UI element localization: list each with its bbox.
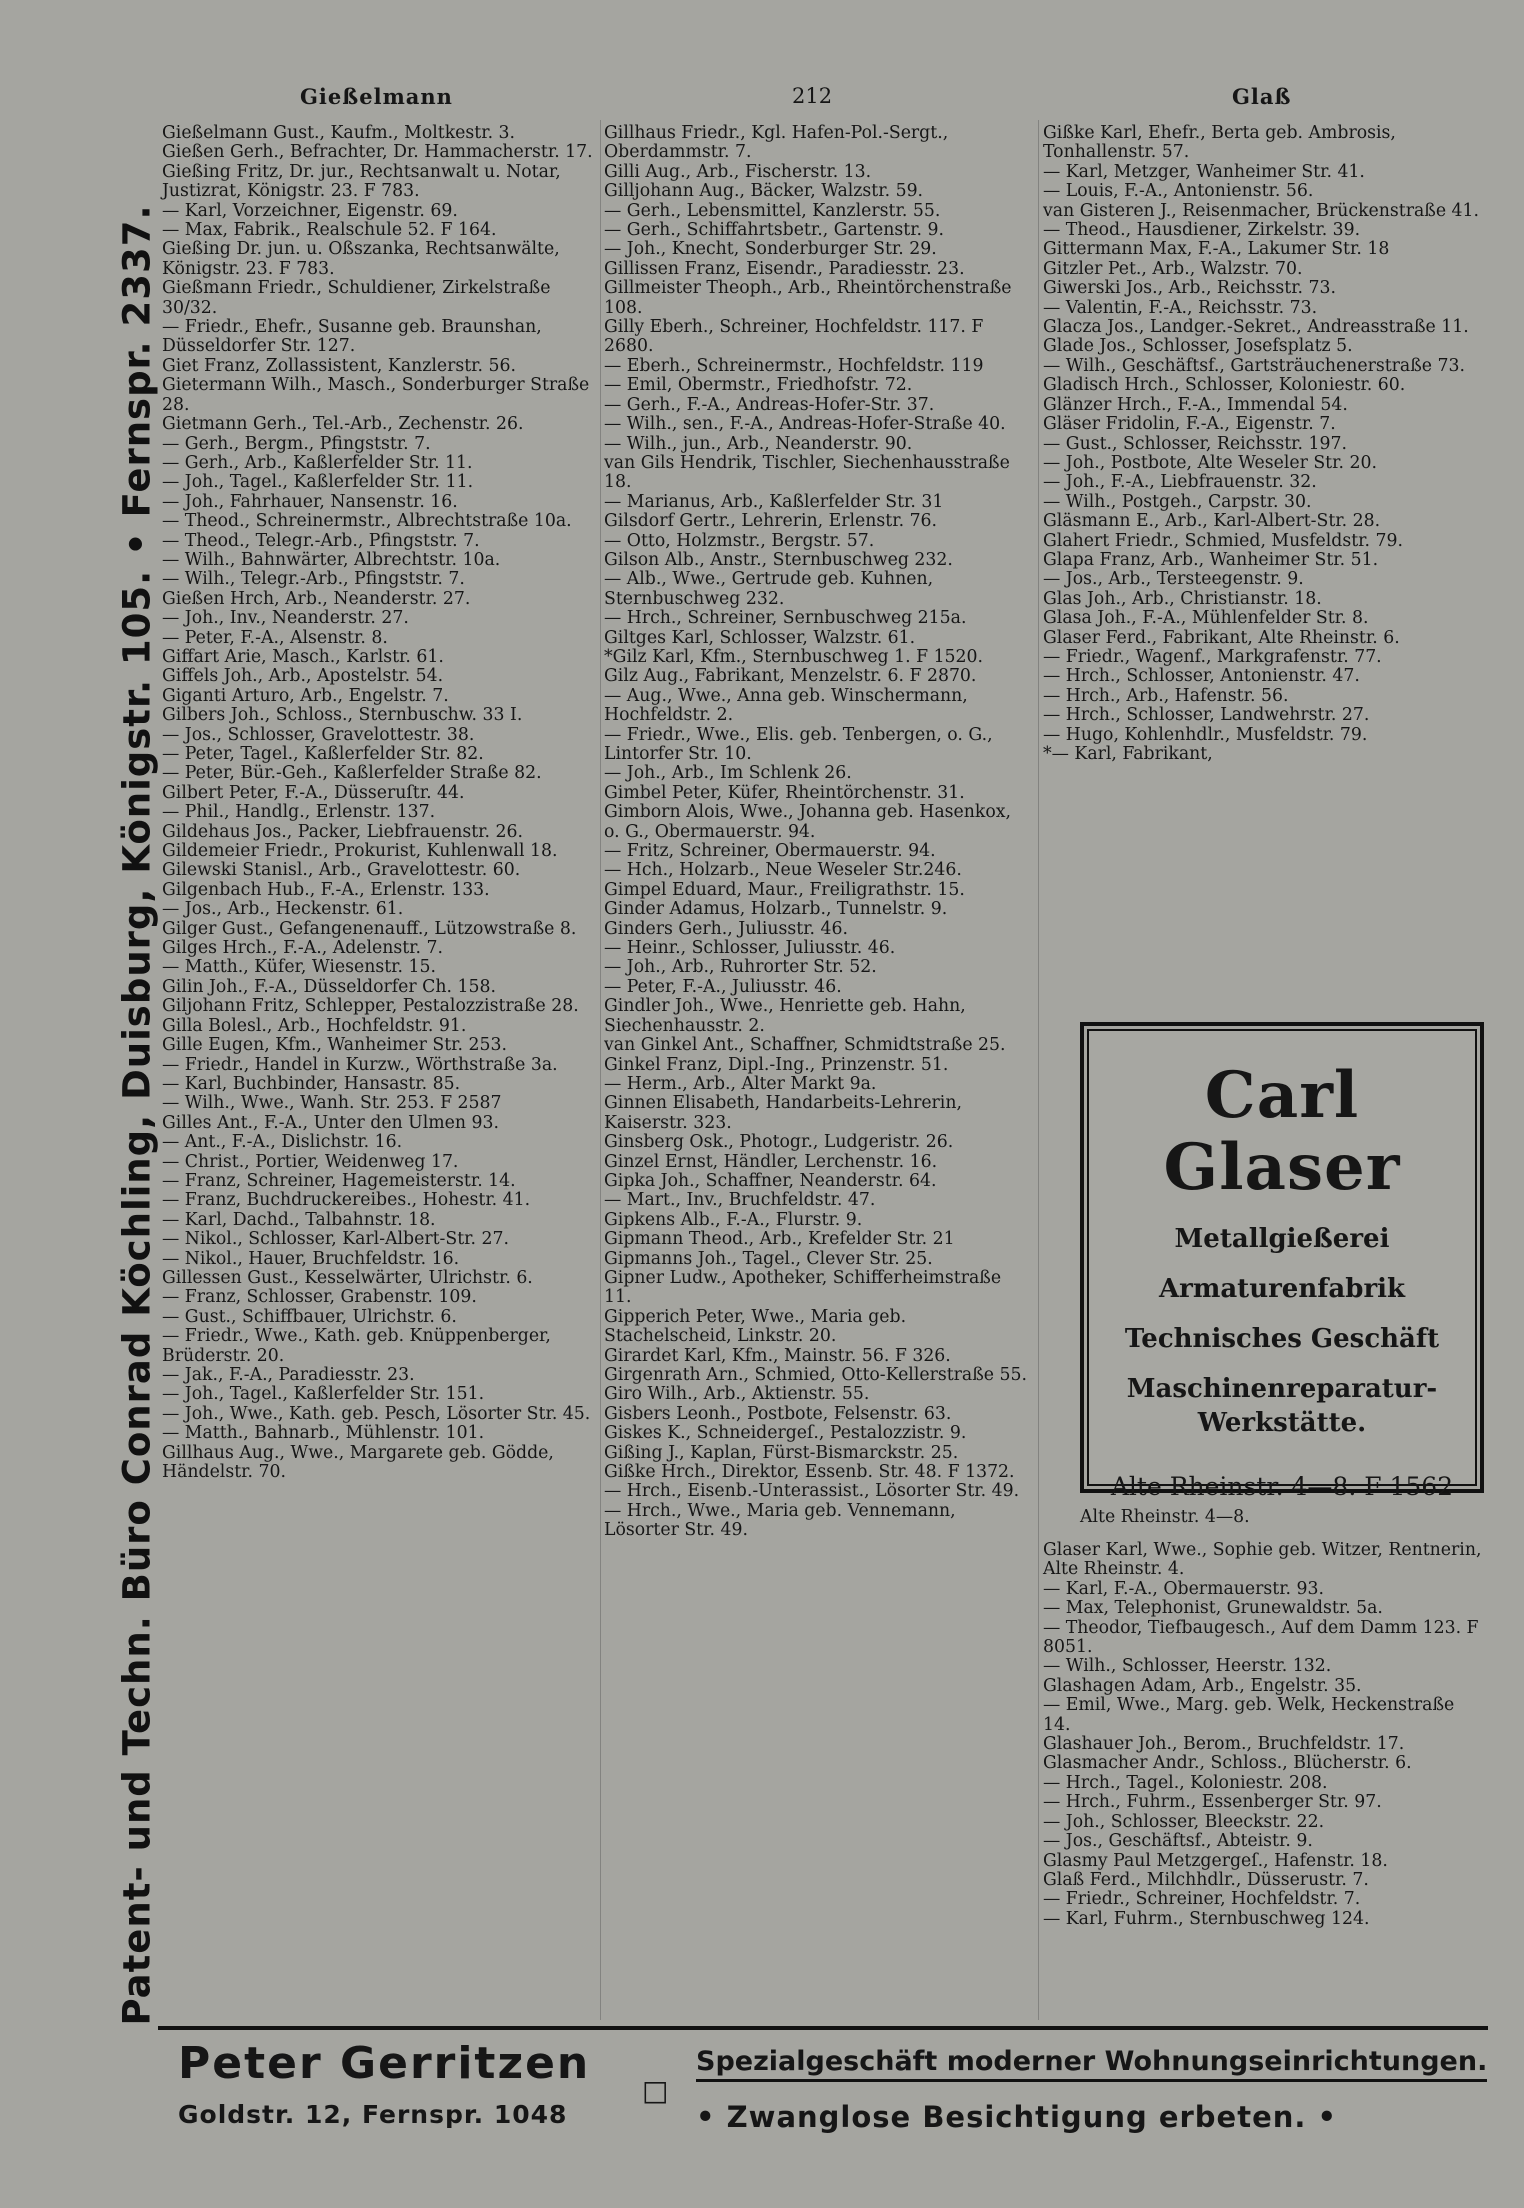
footer-company-name: Peter Gerritzen bbox=[178, 2038, 591, 2089]
directory-entry: — Max, Fabrik., Realschule 52. F 164. bbox=[162, 220, 497, 241]
directory-entry: — Max, Telephonist, Grunewaldstr. 5a. bbox=[1043, 1598, 1383, 1619]
directory-entry: Gildemeier Friedr., Prokurist, Kuhlenwall 18. bbox=[162, 841, 558, 862]
directory-entry: Ginkel Franz, Dipl.-Ing., Prinzenstr. 51. bbox=[604, 1054, 949, 1075]
directory-entry: — Franz, Buchdruckereibes., Hohestr. 41. bbox=[162, 1190, 531, 1211]
directory-entry: Gladisch Hrch., Schlosser, Koloniestr. 60. bbox=[1043, 375, 1406, 396]
directory-entry: Giwerski Jos., Arb., Reichsstr. 73. bbox=[1043, 278, 1337, 299]
ad-title: Carl Glaser bbox=[1163, 1058, 1401, 1205]
directory-entry: Glapa Franz, Arb., Wanheimer Str. 51. bbox=[1043, 549, 1379, 570]
header-right: Glaß bbox=[1232, 84, 1292, 109]
footer-company-address: Goldstr. 12, Fernspr. 1048 bbox=[178, 2100, 568, 2129]
directory-entry: — Jos., Geschäftsf., Abteistr. 9. bbox=[1043, 1831, 1313, 1852]
directory-entry: — Franz, Schlosser, Grabenstr. 109. bbox=[162, 1287, 477, 1308]
directory-entry: Gilges Hrch., F.-A., Adelenstr. 7. bbox=[162, 938, 444, 959]
directory-entry: — Gerh., Schiffahrtsbetr., Gartenstr. 9. bbox=[604, 220, 945, 241]
directory-entry: Gimpel Eduard, Maur., Freiligrathstr. 15. bbox=[604, 879, 965, 900]
directory-entry: Gille Eugen, Kfm., Wanheimer Str. 253. bbox=[162, 1035, 507, 1056]
directory-entry: — Wilh., Schlosser, Heerstr. 132. bbox=[1043, 1656, 1332, 1677]
directory-entry: Gilly Eberh., Schreiner, Hochfeldstr. 117. F 2680. bbox=[604, 317, 984, 357]
directory-entry: — Wilh., Telegr.-Arb., Pfingststr. 7. bbox=[162, 569, 465, 590]
directory-entry: — Heinr., Schlosser, Juliusstr. 46. bbox=[604, 938, 896, 959]
directory-entry: Gilin Joh., F.-A., Düsseldorfer Ch. 158. bbox=[162, 976, 496, 997]
directory-entry: — Joh., Inv., Neanderstr. 27. bbox=[162, 608, 409, 629]
directory-entry: — Gerh., F.-A., Andreas-Hofer-Str. 37. bbox=[604, 394, 935, 415]
directory-entry: — Joh., Arb., Ruhrorter Str. 52. bbox=[604, 957, 877, 978]
directory-entry: Giffels Joh., Arb., Apostelstr. 54. bbox=[162, 666, 444, 687]
directory-entry: Gießing Fritz, Dr. jur., Rechtsanwalt u. Notar, Justizrat, Königstr. 23. F 783. bbox=[162, 161, 561, 202]
column-3 bbox=[1043, 124, 1487, 764]
footer-box-icon: □ bbox=[642, 2074, 669, 2107]
directory-entry: — Jos., Arb., Tersteegenstr. 9. bbox=[1043, 569, 1304, 590]
directory-entry: — Theod., Hausdiener, Zirkelstr. 39. bbox=[1043, 220, 1361, 241]
directory-entry: — Emil, Wwe., Marg. geb. Welk, Heckenstraße 14. bbox=[1043, 1695, 1455, 1735]
directory-entry: — Joh., Fahrhauer, Nansenstr. 16. bbox=[162, 491, 458, 512]
directory-entry: — Aug., Wwe., Anna geb. Winschermann, Hochfeldstr. 2. bbox=[604, 685, 968, 726]
directory-entry: Gißke Hrch., Direktor, Essenb. Str. 48. F 1372. bbox=[604, 1462, 1015, 1483]
directory-entry: — Jos., Arb., Heckenstr. 61. bbox=[162, 899, 404, 920]
directory-entry: — Friedr., Handel in Kurzw., Wörthstraße 3a. bbox=[162, 1054, 558, 1075]
directory-entry: — Karl, F.-A., Obermauerstr. 93. bbox=[1043, 1578, 1325, 1599]
directory-entry: — Theodor, Tiefbaugesch., Auf dem Damm 123. F 8051. bbox=[1043, 1617, 1479, 1658]
directory-entry: — Matth., Bahnarb., Mühlenstr. 101. bbox=[162, 1423, 485, 1444]
directory-entry: Gimbel Peter, Küfer, Rheintörchenstr. 31. bbox=[604, 782, 965, 803]
directory-entry: Glaser Karl, Wwe., Sophie geb. Witzer, Rentnerin, Alte Rheinstr. 4. bbox=[1043, 1540, 1482, 1580]
directory-entry: — Peter, F.-A., Juliusstr. 46. bbox=[604, 976, 842, 997]
directory-entry: Glacza Jos., Landger.-Sekret., Andreasstraße 11. bbox=[1043, 317, 1469, 338]
directory-entry: — Eberh., Schreinermstr., Hochfeldstr. 119 bbox=[604, 355, 984, 376]
directory-entry: Gipmanns Joh., Tagel., Clever Str. 25. bbox=[604, 1248, 933, 1269]
directory-entry: Gilbert Peter, F.-A., Düsseruſtr. 44. bbox=[162, 782, 465, 803]
directory-entry: Glas Joh., Arb., Christianstr. 18. bbox=[1043, 588, 1322, 609]
directory-entry: — Hrch., Schreiner, Sernbuschweg 215a. bbox=[604, 608, 967, 629]
directory-entry: — Wilh., sen., F.-A., Andreas-Hofer-Straße 40. bbox=[604, 414, 1006, 435]
ad-line: Technisches Geschäft bbox=[1124, 1324, 1440, 1354]
directory-entry: — Hrch., Arb., Hafenstr. 56. bbox=[1043, 685, 1289, 706]
ad-address: Alte Rheinstr. 4—8. F 1562 bbox=[1110, 1472, 1454, 1501]
directory-entry: — Wilh., Bahnwärter, Albrechtstr. 10a. bbox=[162, 549, 501, 570]
directory-entry: Gitzler Pet., Arb., Walzstr. 70. bbox=[1043, 258, 1303, 279]
ad-followup-address: Alte Rheinstr. 4—8. bbox=[1080, 1507, 1250, 1527]
page-number: 212 bbox=[792, 84, 833, 108]
directory-entry: Gläsmann E., Arb., Karl-Albert-Str. 28. bbox=[1043, 511, 1381, 532]
directory-entry: — Joh., Knecht, Sonderburger Str. 29. bbox=[604, 239, 937, 260]
column-1 bbox=[162, 124, 596, 1482]
directory-entry: — Friedr., Ehefr., Susanne geb. Braunshan, Düsseldorfer Str. 127. bbox=[162, 317, 542, 357]
directory-entry: — Wilh., jun., Arb., Neanderstr. 90. bbox=[604, 433, 913, 454]
directory-entry: Gießen Gerh., Befrachter, Dr. Hammacherstr. 17. bbox=[162, 142, 593, 163]
directory-entry: — Friedr., Schreiner, Hochfeldstr. 7. bbox=[1043, 1889, 1361, 1910]
directory-entry: van Ginkel Ant., Schaffner, Schmidtstraße 25. bbox=[604, 1035, 1006, 1056]
directory-entry: — Nikol., Hauer, Bruchfeldstr. 16. bbox=[162, 1248, 460, 1269]
directory-entry: — Theod., Telegr.-Arb., Pfingststr. 7. bbox=[162, 530, 480, 551]
directory-entry: Gilli Aug., Arb., Fischerstr. 13. bbox=[604, 161, 872, 182]
directory-entry: — Herm., Arb., Alter Markt 9a. bbox=[604, 1073, 877, 1094]
directory-entry: — Valentin, F.-A., Reichsstr. 73. bbox=[1043, 297, 1318, 318]
directory-entry: Gißing J., Kaplan, Fürst-Bismarckstr. 25. bbox=[604, 1442, 959, 1463]
directory-entry: — Karl, Metzger, Wanheimer Str. 41. bbox=[1043, 161, 1365, 182]
directory-entry: — Karl, Fuhrm., Sternbuschweg 124. bbox=[1043, 1908, 1370, 1929]
directory-entry: Gipka Joh., Schaffner, Neanderstr. 64. bbox=[604, 1170, 937, 1191]
directory-entry: van Gisteren J., Reisenmacher, Brückenstraße 41. bbox=[1043, 200, 1480, 221]
directory-entry: Girgenrath Arn., Schmied, Otto-Kellerstraße 55. bbox=[604, 1365, 1027, 1385]
directory-entry: — Gerh., Lebensmittel, Kanzlerstr. 55. bbox=[604, 200, 941, 221]
column-2 bbox=[604, 124, 1032, 1541]
directory-entry: van Gils Hendrik, Tischler, Siechenhausstraße 18. bbox=[604, 452, 1010, 493]
carl-glaser-advertisement bbox=[1080, 1022, 1484, 1501]
directory-entry: — Friedr., Wagenf., Markgrafenstr. 77. bbox=[1043, 646, 1382, 667]
directory-entry: Gimborn Alois, Wwe., Johanna geb. Hasenkox, o. G., Obermauerstr. 94. bbox=[604, 802, 1011, 842]
directory-entry: — Wilh., Wwe., Wanh. Str. 253. F 2587 bbox=[162, 1093, 502, 1114]
ad-line: Maschinenreparatur- bbox=[1126, 1374, 1438, 1404]
directory-entry: Gilger Gust., Gefangenenauff., Lützowstraße 8. bbox=[162, 918, 577, 939]
directory-entry: Gietmann Gerh., Tel.-Arb., Zechenstr. 26. bbox=[162, 414, 524, 435]
directory-entry: Glahert Friedr., Schmied, Musfeldstr. 79. bbox=[1043, 530, 1403, 551]
directory-entry: — Joh., Schlosser, Bleeckstr. 22. bbox=[1043, 1811, 1325, 1832]
directory-entry: Glaß Ferd., Milchhdlr., Düsserustr. 7. bbox=[1043, 1869, 1369, 1890]
directory-entry: — Franz, Schreiner, Hagemeisterstr. 14. bbox=[162, 1170, 516, 1191]
directory-entry: Gießen Hrch, Arb., Neanderstr. 27. bbox=[162, 588, 471, 609]
directory-entry: — Ant., F.-A., Dislichstr. 16. bbox=[162, 1132, 403, 1153]
directory-entry: — Jos., Schlosser, Gravelottestr. 38. bbox=[162, 724, 475, 745]
directory-entry: — Peter, F.-A., Alsenstr. 8. bbox=[162, 627, 388, 648]
directory-entry: Girardet Karl, Kfm., Mainstr. 56. F 326. bbox=[604, 1345, 951, 1366]
directory-entry: Glasmy Paul Metzgergeſ., Hafenstr. 18. bbox=[1043, 1850, 1388, 1871]
directory-entry: Gilgenbach Hub., F.-A., Erlenstr. 133. bbox=[162, 879, 490, 900]
header-left: Gießelmann bbox=[300, 84, 453, 109]
directory-entry: Gietermann Wilh., Masch., Sonderburger Straße 28. bbox=[162, 375, 590, 415]
directory-entry: — Hrch., Eisenb.-Unterassist., Lösorter Str. 49. bbox=[604, 1481, 1020, 1502]
directory-entry: — Joh., Tagel., Kaßlerfelder Str. 11. bbox=[162, 472, 474, 493]
directory-entry: Gipmann Theod., Arb., Krefelder Str. 21 bbox=[604, 1229, 955, 1250]
spine-text: Patent- und Techn. Büro Conrad Köchling, Duisburg, Königstr. 105. • Fernspr. 2337. bbox=[115, 204, 159, 2026]
directory-entry: — Hrch., Schlosser, Landwehrstr. 27. bbox=[1043, 705, 1370, 726]
directory-entry: — Joh., F.-A., Liebfrauenstr. 32. bbox=[1043, 472, 1317, 493]
directory-entry: Gipkens Alb., F.-A., Flurstr. 9. bbox=[604, 1209, 863, 1230]
directory-entry: — Friedr., Wwe., Kath. geb. Knüppenberger, Brüderstr. 20. bbox=[162, 1326, 551, 1366]
directory-entry: Gildehaus Jos., Packer, Liebfrauenstr. 26. bbox=[162, 821, 524, 842]
directory-entry: Glaser Ferd., Fabrikant, Alte Rheinstr. 6. bbox=[1043, 627, 1400, 648]
ad-line: Werkstätte. bbox=[1197, 1408, 1367, 1438]
directory-entry: — Karl, Vorzeichner, Eigenstr. 69. bbox=[162, 200, 458, 221]
directory-entry: Gipner Ludw., Apotheker, Schifferheimstraße 11. bbox=[604, 1267, 1002, 1308]
directory-entry: — Louis, F.-A., Antonienstr. 56. bbox=[1043, 181, 1314, 202]
directory-entry: Ginzel Ernst, Händler, Lerchenstr. 16. bbox=[604, 1151, 938, 1172]
directory-entry: Gillissen Franz, Eisendr., Paradiesstr. 23. bbox=[604, 258, 965, 279]
directory-entry: — Marianus, Arb., Kaßlerfelder Str. 31 bbox=[604, 491, 944, 512]
directory-entry: — Peter, Tagel., Kaßlerfelder Str. 82. bbox=[162, 744, 484, 764]
directory-entry: Gindler Joh., Wwe., Henriette geb. Hahn, Siechenhausstr. 2. bbox=[604, 996, 966, 1036]
directory-entry: Gilsdorf Gertr., Lehrerin, Erlenstr. 76. bbox=[604, 511, 938, 532]
directory-entry: Ginnen Elisabeth, Handarbeits-Lehrerin, Kaiserstr. 323. bbox=[604, 1093, 962, 1133]
directory-entry: — Gerh., Bergm., Pfingststr. 7. bbox=[162, 433, 431, 454]
ad-line: Metallgießerei bbox=[1174, 1224, 1390, 1254]
directory-entry: *— Karl, Fabrikant, bbox=[1043, 744, 1213, 764]
directory-entry: — Christ., Portier, Weidenweg 17. bbox=[162, 1151, 459, 1172]
directory-entry: — Karl, Buchbinder, Hansastr. 85. bbox=[162, 1073, 461, 1094]
directory-entry: — Fritz, Schreiner, Obermauerstr. 94. bbox=[604, 841, 936, 862]
directory-entry: Gilla Bolesl., Arb., Hochfeldstr. 91. bbox=[162, 1015, 467, 1036]
directory-entry: — Jak., F.-A., Paradiesstr. 23. bbox=[162, 1365, 415, 1385]
directory-entry: Giskes K., Schneidergeſ., Pestalozzistr. 9. bbox=[604, 1423, 967, 1444]
directory-entry: — Joh., Arb., Im Schlenk 26. bbox=[604, 763, 852, 784]
directory-entry: — Hugo, Kohlenhdlr., Musfeldstr. 79. bbox=[1043, 724, 1368, 745]
directory-entry: Gießing Dr. jun. u. Oßszanka, Rechtsanwälte, Königstr. 23. F 783. bbox=[162, 239, 560, 279]
directory-entry: Giltges Karl, Schlosser, Walzstr. 61. bbox=[604, 627, 916, 648]
directory-entry: Giro Wilh., Arb., Aktienstr. 55. bbox=[604, 1384, 870, 1405]
directory-entry: — Phil., Handlg., Erlenstr. 137. bbox=[162, 802, 436, 823]
directory-entry: Glasa Joh., F.-A., Mühlenfelder Str. 8. bbox=[1043, 608, 1369, 629]
directory-entry: — Hrch., Tagel., Koloniestr. 208. bbox=[1043, 1772, 1328, 1793]
directory-entry: Gillessen Gust., Kesselwärter, Ulrichstr. 6. bbox=[162, 1267, 533, 1288]
directory-entry: — Hrch., Wwe., Maria geb. Vennemann, Lösorter Str. 49. bbox=[604, 1500, 956, 1541]
directory-entry: Glänzer Hrch., F.-A., Immendal 54. bbox=[1043, 394, 1348, 415]
directory-entry: Gisbers Leonh., Postbote, Felsenstr. 63. bbox=[604, 1403, 952, 1424]
footer-advertisement bbox=[158, 2026, 1488, 2150]
column-divider bbox=[600, 120, 601, 2020]
directory-entry: Gilewski Stanisl., Arb., Gravelottestr. 60. bbox=[162, 860, 521, 881]
directory-entry: — Nikol., Schlosser, Karl-Albert-Str. 27. bbox=[162, 1229, 509, 1250]
directory-entry: Giganti Arturo, Arb., Engelstr. 7. bbox=[162, 685, 449, 706]
column-3-continued bbox=[1043, 1541, 1487, 1929]
directory-entry: Gilz Aug., Fabrikant, Menzelstr. 6. F 2870. bbox=[604, 666, 977, 687]
directory-entry: Gilles Ant., F.-A., Unter den Ulmen 93. bbox=[162, 1112, 499, 1133]
directory-entry: — Mart., Inv., Bruchfeldstr. 47. bbox=[604, 1190, 876, 1211]
directory-entry: Ginders Gerh., Juliusstr. 46. bbox=[604, 918, 849, 939]
directory-entry: *Gilz Karl, Kfm., Sternbuschweg 1. F 1520. bbox=[604, 646, 984, 667]
directory-entry: — Hrch., Fuhrm., Essenberger Str. 97. bbox=[1043, 1792, 1382, 1813]
directory-entry: — Emil, Obermstr., Friedhofstr. 72. bbox=[604, 375, 913, 396]
directory-entry: Gilbers Joh., Schloss., Sternbuschw. 33 I. bbox=[162, 705, 523, 726]
directory-entry: Glashauer Joh., Berom., Bruchfeldstr. 17. bbox=[1043, 1734, 1405, 1755]
directory-entry: Gläser Fridolin, F.-A., Eigenstr. 7. bbox=[1043, 414, 1336, 435]
directory-entry: — Friedr., Wwe., Elis. geb. Tenbergen, o. G., Lintorfer Str. 10. bbox=[604, 724, 993, 764]
directory-entry: Giet Franz, Zollassistent, Kanzlerstr. 56. bbox=[162, 355, 517, 376]
directory-entry: Ginsberg Osk., Photogr., Ludgeristr. 26. bbox=[604, 1132, 954, 1153]
directory-entry: — Matth., Küfer, Wiesenstr. 15. bbox=[162, 957, 436, 978]
footer-tagline: • Zwanglose Besichtigung erbeten. • bbox=[696, 2100, 1338, 2134]
directory-entry: Giljohann Fritz, Schlepper, Pestalozzistraße 28. bbox=[162, 996, 579, 1017]
directory-entry: Glashagen Adam, Arb., Engelstr. 35. bbox=[1043, 1675, 1362, 1696]
directory-entry: — Wilh., Postgeh., Carpstr. 30. bbox=[1043, 491, 1312, 512]
directory-entry: — Alb., Wwe., Gertrude geb. Kuhnen, Sternbuschweg 232. bbox=[604, 569, 934, 609]
directory-entry: — Gust., Schiffbauer, Ulrichstr. 6. bbox=[162, 1306, 457, 1327]
directory-entry: — Theod., Schreinermstr., Albrechtstraße 10a. bbox=[162, 511, 572, 532]
directory-entry: — Gust., Schlosser, Reichsstr. 197. bbox=[1043, 433, 1347, 454]
directory-entry: Gittermann Max, F.-A., Lakumer Str. 18 bbox=[1043, 239, 1390, 260]
directory-entry: — Joh., Wwe., Kath. geb. Pesch, Lösorter Str. 45. bbox=[162, 1403, 591, 1424]
directory-entry: Gillmeister Theoph., Arb., Rheintörchenstraße 108. bbox=[604, 278, 1012, 318]
directory-entry: Gillhaus Friedr., Kgl. Hafen-Pol.-Sergt., Oberdammstr. 7. bbox=[604, 123, 949, 163]
directory-entry: Gießmann Friedr., Schuldiener, Zirkelstraße 30/32. bbox=[162, 278, 551, 318]
directory-entry: — Otto, Holzmstr., Bergstr. 57. bbox=[604, 530, 875, 551]
spine-advertisement bbox=[112, 120, 162, 2110]
directory-entry: — Wilh., Geschäftsf., Gartsträuchenerstraße 73. bbox=[1043, 355, 1465, 376]
directory-entry: — Peter, Bür.-Geh., Kaßlerfelder Straße 82. bbox=[162, 763, 542, 784]
directory-entry: Glade Jos., Schlosser, Josefsplatz 5. bbox=[1043, 336, 1353, 357]
directory-entry: Giffart Arie, Masch., Karlstr. 61. bbox=[162, 646, 444, 667]
directory-entry: Gillhaus Aug., Wwe., Margarete geb. Gödde, Händelstr. 70. bbox=[162, 1442, 554, 1483]
ad-line: Armaturenfabrik bbox=[1158, 1274, 1406, 1304]
directory-entry: Gißke Karl, Ehefr., Berta geb. Ambrosis, Tonhallenstr. 57. bbox=[1043, 123, 1396, 163]
directory-entry: — Hrch., Schlosser, Antonienstr. 47. bbox=[1043, 666, 1360, 687]
directory-entry: — Karl, Dachd., Talbahnstr. 18. bbox=[162, 1209, 436, 1230]
directory-entry: Gießelmann Gust., Kaufm., Moltkestr. 3. bbox=[162, 123, 516, 143]
directory-entry: — Hch., Holzarb., Neue Weseler Str.246. bbox=[604, 860, 962, 881]
directory-entry: — Gerh., Arb., Kaßlerfelder Str. 11. bbox=[162, 452, 473, 473]
directory-entry: Glasmacher Andr., Schloss., Blücherstr. 6. bbox=[1043, 1753, 1412, 1774]
column-divider bbox=[1038, 120, 1039, 2020]
footer-slogan: Spezialgeschäft moderner Wohnungseinrichtungen. bbox=[696, 2046, 1487, 2082]
directory-entry: Gilson Alb., Anstr., Sternbuschweg 232. bbox=[604, 549, 953, 570]
directory-entry: Gilljohann Aug., Bäcker, Walzstr. 59. bbox=[604, 181, 924, 202]
directory-entry: Ginder Adamus, Holzarb., Tunnelstr. 9. bbox=[604, 899, 948, 920]
directory-entry: — Joh., Postbote, Alte Weseler Str. 20. bbox=[1043, 452, 1377, 473]
directory-entry: — Joh., Tagel., Kaßlerfelder Str. 151. bbox=[162, 1384, 485, 1405]
directory-entry: Gipperich Peter, Wwe., Maria geb. Stachelscheid, Linkstr. 20. bbox=[604, 1306, 907, 1347]
